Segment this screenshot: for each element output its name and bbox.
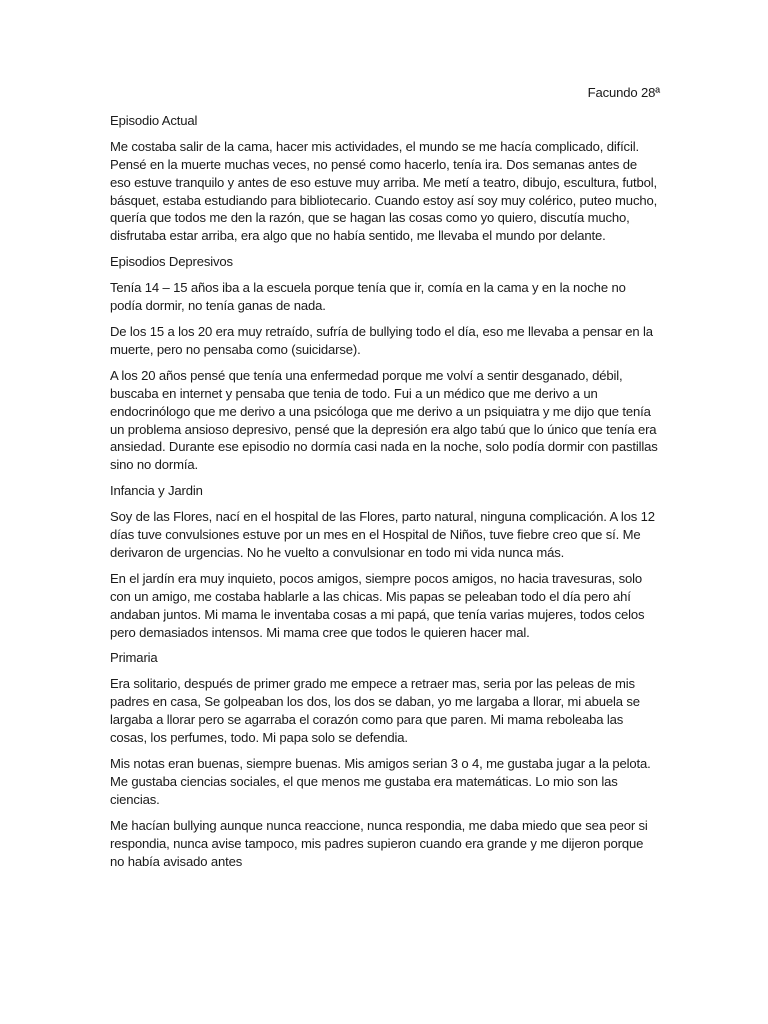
section-heading: Episodio Actual [110, 112, 198, 128]
paragraph: A los 20 años pensé que tenía una enfermedad porque me volví a sentir desganado, débil, buscaba en internet y pensaba que tenia de todo. Fui a un médico que me derivo a un endocrinólogo que me derivo a una psicóloga que me derivo a un psiquiatra y me dijo que tenía un problema ansioso depresivo, pensé que la depresión era algo tabú que lo único que tenía era ansiedad. Durante ese episodio no dormía casi nada en la noche, solo podía dormir con pastillas sino no dormía. [110, 367, 658, 473]
paragraph: Me costaba salir de la cama, hacer mis actividades, el mundo se me hacía complicado, difícil. Pensé en la muerte muchas veces, no pensé como hacerlo, tenía ira. Dos semanas antes de eso estuve tranquilo y antes de eso estuve muy arriba. Me metí a teatro, dibujo, escultura, futbol, básquet, estaba estudiando para bibliotecario. Cuando estoy así soy muy colérico, puteo mucho, quería que todos me den la razón, que se hagan las cosas como yo quiero, discutía mucho, disfrutaba estar arriba, era algo que no había sentido, me llevaba el mundo por delante. [110, 138, 658, 244]
paragraph: Me hacían bullying aunque nunca reaccione, nunca respondia, me daba miedo que sea peor si respondia, nunca avise tampoco, mis padres supieron cuando era grande y me dijeron porque no había avisado antes [110, 817, 648, 869]
section-primaria [110, 649, 660, 870]
paragraph: De los 15 a los 20 era muy retraído, sufría de bullying todo el día, eso me llevaba a pensar en la muerte, pero no pensaba como (suicidarse). [110, 323, 653, 357]
paragraph: Mis notas eran buenas, siempre buenas. Mis amigos serian 3 o 4, me gustaba jugar a la pelota. Me gustaba ciencias sociales, el que menos me gustaba era matemáticas. Lo mio son las ciencias. [110, 756, 651, 807]
paragraph: Era solitario, después de primer grado me empece a retraer mas, seria por las peleas de mis padres en casa, Se golpeaban los dos, los dos se daban, yo me largaba a llorar, mi abuela se largaba a llorar pero se agarraba el corazón como para que paren. Mi mama reboleaba las cosas, los perfumes, todo. Mi papa solo se defendia. [110, 676, 640, 746]
section-heading: Episodios Depresivos [110, 254, 233, 270]
patient-label: Facundo 28ª [587, 85, 660, 100]
paragraph: Tenía 14 – 15 años iba a la escuela porque tenía que ir, comía en la cama y en la noche no podía dormir, no tenía ganas de nada. [110, 280, 626, 314]
section-heading: Infancia y Jardin [110, 483, 203, 499]
section-episodios-depresivos [110, 253, 660, 474]
paragraph: Soy de las Flores, nací en el hospital de las Flores, parto natural, ninguna complicación. A los 12 días tuve convulsiones estuve por un mes en el Hospital de Niños, tuve fiebre creo que sí. Me derivaron de urgencias. No he vuelto a convulsionar en todo mi vida nunca más. [110, 509, 655, 560]
paragraph: En el jardín era muy inquieto, pocos amigos, siempre pocos amigos, no hacia travesuras, solo con un amigo, me costaba hablarle a las chicas. Mis papas se peleaban todo el día pero ahí andaban juntos. Mi mama le inventaba cosas a mi papá, que tenía varias mujeres, todos celos pero demasiados intensos. Mi mama cree que todos le quieren hacer mal. [110, 570, 645, 640]
document-page [110, 84, 660, 878]
section-episodio-actual [110, 112, 660, 245]
section-infancia-y-jardin [110, 482, 660, 641]
section-heading: Primaria [110, 650, 158, 666]
